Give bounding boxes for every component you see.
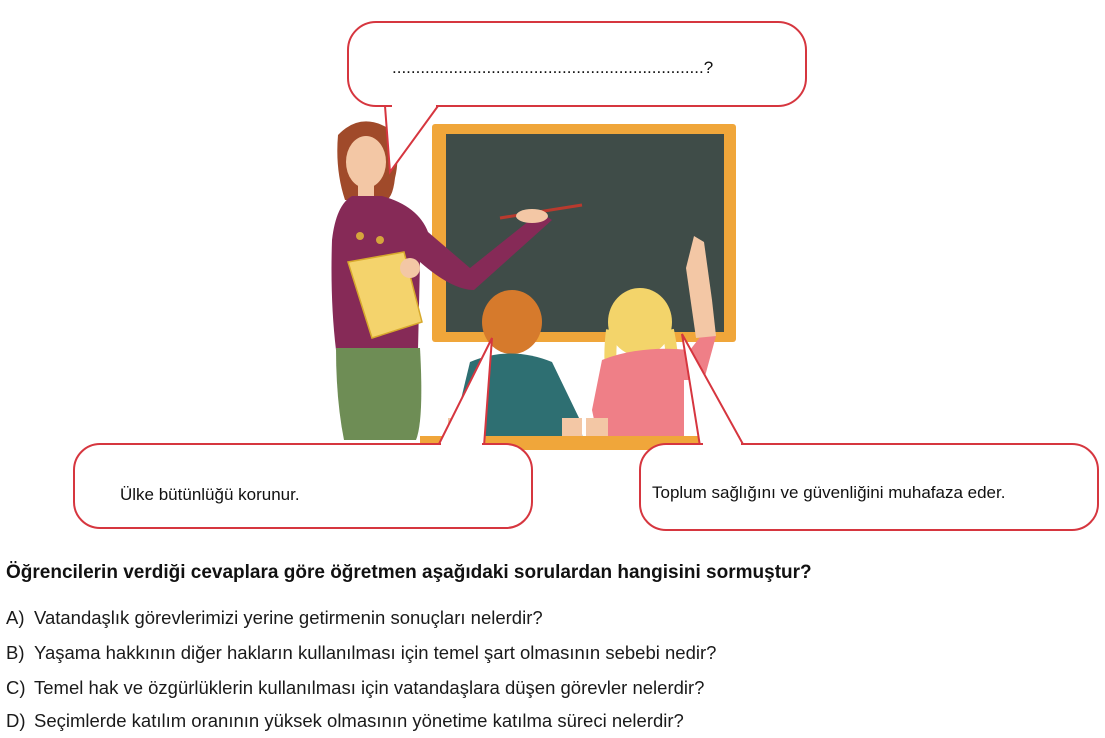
question-text: Öğrencilerin verdiği cevaplara göre öğretmen aşağıdaki sorulardan hangisini sormuştur? bbox=[6, 562, 812, 583]
option-text: Vatandaşlık görevlerimizi yerine getirmenin sonuçları nelerdir? bbox=[34, 607, 543, 628]
option-letter: C) bbox=[6, 677, 26, 698]
option-letter: D) bbox=[6, 710, 26, 731]
boy-bubble-text: Ülke bütünlüğü korunur. bbox=[120, 485, 300, 504]
option-c[interactable] bbox=[6, 677, 704, 699]
option-text: Seçimlerde katılım oranının yüksek olmasının yönetime katılma süreci nelerdir? bbox=[34, 710, 684, 731]
option-letter: A) bbox=[6, 607, 25, 628]
option-d[interactable] bbox=[6, 710, 684, 732]
option-text: Temel hak ve özgürlüklerin kullanılması için vatandaşlara düşen görevler nelerdir? bbox=[34, 677, 705, 698]
option-letter: B) bbox=[6, 642, 25, 663]
option-b[interactable] bbox=[6, 642, 716, 664]
teacher-bubble-text: ..................................................................? bbox=[392, 58, 714, 77]
option-text: Yaşama hakkının diğer hakların kullanılması için temel şart olmasının sebebi nedir? bbox=[34, 642, 717, 663]
option-a[interactable] bbox=[6, 607, 543, 629]
girl-bubble-text: Toplum sağlığını ve güvenliğini muhafaza eder. bbox=[652, 483, 1006, 502]
